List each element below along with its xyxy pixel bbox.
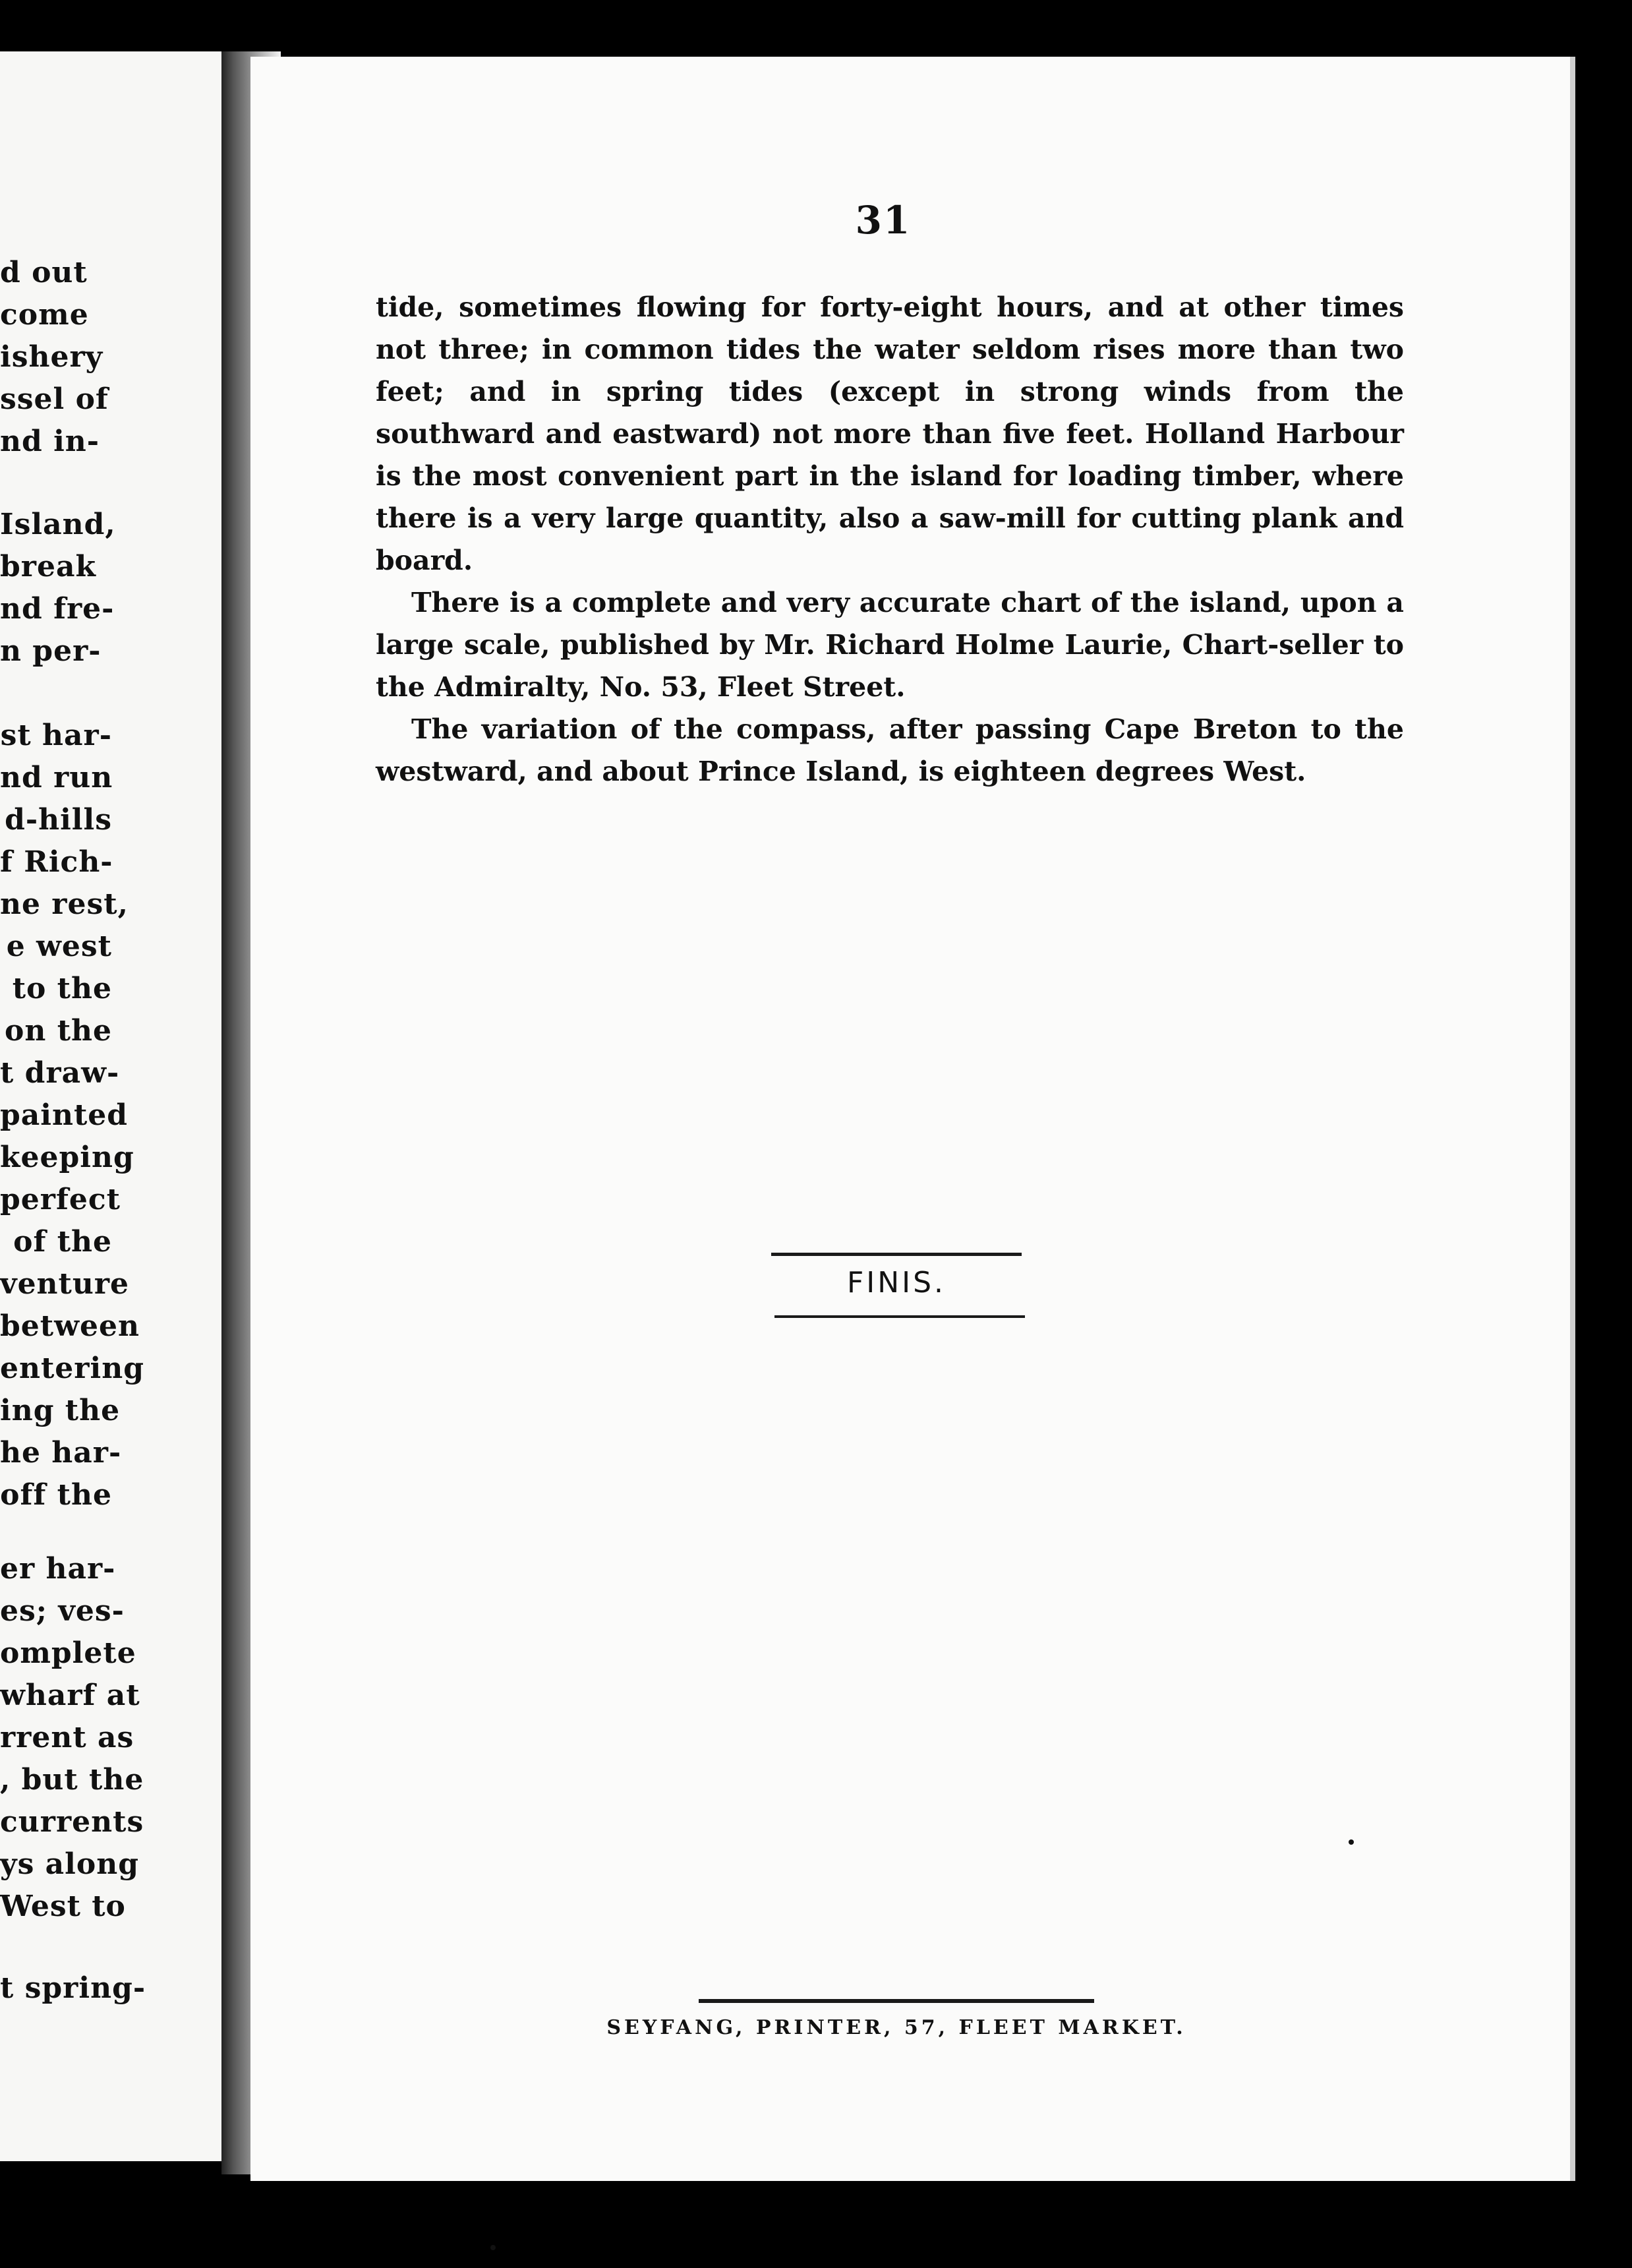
left-page-line: ys along	[0, 1847, 139, 1881]
paragraph-tide: tide, sometimes flowing for forty-eight hours, and at other times not three; in common tides the water seldom rises more than two feet; and in spring tides (except in strong winds from the southward and eastward) not more than five feet. Holland Harbour is the most convenient part in the island for loading timber, where there is a very large quantity, also a saw-mill for cutting plank and board.	[376, 291, 1404, 576]
left-page-line: e west	[6, 930, 112, 963]
left-page-line: Island,	[0, 508, 116, 541]
body-text	[376, 286, 1404, 792]
left-page-line: he har-	[0, 1436, 122, 1470]
left-page-line: nd in-	[0, 425, 100, 458]
left-page-line: ssel of	[0, 382, 109, 416]
ink-speck	[1349, 1839, 1354, 1845]
ink-speck	[490, 2245, 496, 2250]
left-page-line: rrent as	[0, 1721, 134, 1754]
left-page-line: perfect	[0, 1183, 121, 1216]
left-page-line: d out	[0, 256, 88, 289]
left-page-line: painted	[0, 1098, 129, 1132]
page-number: 31	[855, 198, 912, 243]
left-page-line: venture	[0, 1267, 130, 1301]
left-page-line: ishery	[0, 340, 103, 374]
left-page-line: , but the	[0, 1763, 144, 1797]
left-page-line: es; ves-	[0, 1594, 125, 1628]
left-page-line: come	[0, 298, 89, 332]
page-edge	[1570, 57, 1575, 2181]
left-page-line: ing the	[0, 1394, 121, 1427]
left-page-line: t spring-	[0, 1971, 146, 2005]
left-page-line: West to	[0, 1890, 126, 1923]
left-page-line: n per-	[0, 634, 102, 668]
left-page-line: between	[0, 1309, 140, 1343]
left-page-line: st har-	[0, 719, 112, 752]
left-page-line: d-hills	[5, 803, 112, 837]
left-page-line: omplete	[0, 1636, 136, 1670]
finis-rule-top	[771, 1253, 1022, 1256]
left-page-line: nd run	[0, 761, 113, 794]
left-page-line: currents	[0, 1805, 144, 1839]
imprint-rule	[699, 1999, 1094, 2003]
left-page-line: wharf at	[0, 1679, 140, 1712]
left-page-line: er har-	[0, 1552, 116, 1586]
paragraph-compass: The variation of the compass, after passing Cape Breton to the westward, and about Prince Island, is eighteen degrees West.	[376, 713, 1404, 787]
finis-heading: FINIS.	[846, 1266, 947, 1299]
left-page-line: to the	[12, 972, 112, 1005]
left-page-line: on the	[5, 1014, 112, 1048]
left-page-line: keeping	[0, 1141, 134, 1174]
left-page-line: entering	[0, 1352, 144, 1385]
left-page-line: off the	[0, 1478, 112, 1512]
left-page-line: t draw-	[0, 1056, 120, 1090]
paragraph-chart: There is a complete and very accurate chart of the island, upon a large scale, published by Mr. Richard Holme Laurie, Chart-seller to the Admiralty, No. 53, Fleet Street.	[376, 587, 1404, 703]
finis-rule-bottom	[774, 1315, 1025, 1318]
left-page-fragment	[0, 51, 224, 2161]
left-page-line: ne rest,	[0, 887, 129, 921]
left-page-line: of the	[13, 1225, 112, 1259]
printer-imprint: SEYFANG, PRINTER, 57, FLEET MARKET.	[606, 2016, 1186, 2039]
left-page-line: nd fre-	[0, 592, 115, 626]
left-page-line: f Rich-	[0, 845, 113, 879]
left-page-line: break	[0, 550, 96, 583]
